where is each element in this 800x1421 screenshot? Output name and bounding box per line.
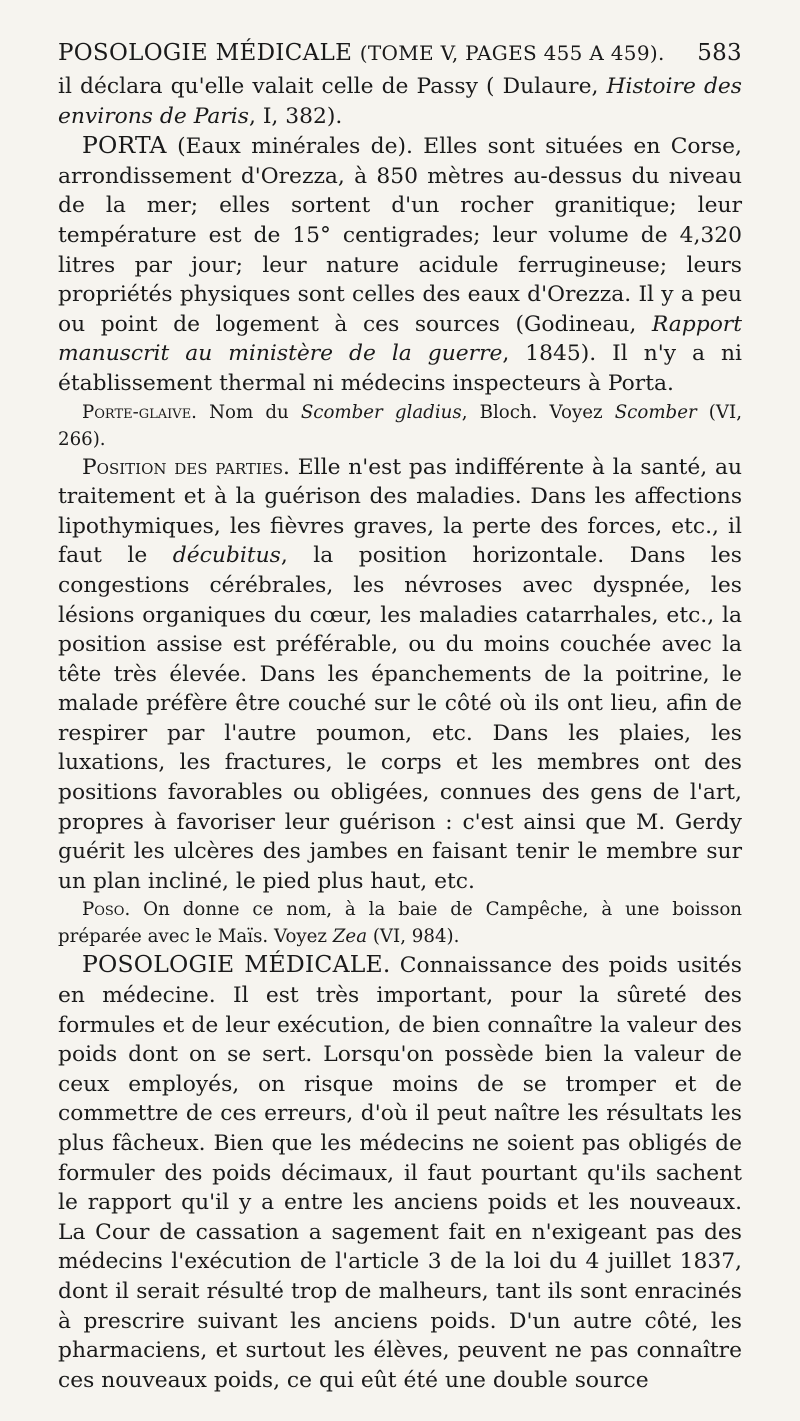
entry-porte-glaive-citation-2: Scomber	[614, 401, 697, 423]
entry-porte-glaive	[58, 399, 742, 453]
entry-position-text-1: Elle n'est pas indifférente à la santé, au traitement et à la guérison des maladies. Dans les affections lipothymiques, les fièvres graves, la perte des forces, etc., il faut le	[58, 454, 742, 569]
header-volume-reference: (TOME V, PAGES 455 A 459).	[359, 41, 665, 65]
entry-porte-glaive-text-1: Nom du	[196, 401, 301, 423]
entry-poso	[58, 896, 742, 950]
continuation-citation: Histoire des environs de Paris	[58, 74, 742, 129]
entry-porta-citation: Rapport manuscrit au ministère de la guerre	[58, 311, 742, 367]
entry-poso-text-2: (VI, 984).	[367, 926, 460, 948]
entry-poso-headword: Poso.	[82, 899, 131, 921]
entry-poso-citation: Zea	[332, 926, 368, 948]
entry-position-headword: Position des parties.	[82, 454, 290, 480]
entry-posologie	[58, 950, 742, 1395]
entry-porte-glaive-headword: Porte-glaive.	[82, 401, 197, 423]
entry-posologie-text: Connaissance des poids usités en médecine. Il est très important, pour la sûreté des formules et de leur exécution, de bien connaître la valeur des poids dont on se sert. Lorsqu'on possède bien la valeur de ceux employés, on risque moins de se tromper et de commettre de ces erreurs, d'où il peut naître les résultats les plus fâcheux. Bien que les médecins ne soient pas obligés de formuler des poids décimaux, il faut pourtant qu'ils sachent le rapport qu'il y a entre les anciens poids et les nouveaux. La Cour de cassation a sagement fait en n'exigeant pas des médecins l'exécution de l'article 3 de la loi du 4 juillet 1837, dont il serait résulté trop de malheurs, tant ils sont enracinés à prescrire suivant les anciens poids. D'un autre côté, les pharmaciens, et surtout les élèves, peuvent ne pas connaître ces nouveaux poids, ce qui eût été une double source	[58, 953, 742, 1393]
entry-position-text-2: , la position horizontale. Dans les congestions cérébrales, les névroses avec dyspnée, les lésions organiques du cœur, les maladies catarrhales, etc., la position assise est préférable, ou du moins couchée avec la tête très élevée. Dans les épanchements de la poitrine, le malade préfère être couché sur le côté où ils ont lieu, afin de respirer par l'autre poumon, etc. Dans les plaies, les luxations, les fractures, le corps et les membres ont des positions favorables ou obligées, connues des gens de l'art, propres à favoriser leur guérison : c'est ainsi que M. Gerdy guérit les ulcères des jambes en faisant tenir le membre sur un plan incliné, le pied plus haut, etc.	[58, 543, 742, 894]
running-header	[58, 40, 742, 66]
entry-porte-glaive-citation-1: Scomber gladius	[300, 401, 462, 423]
entry-porta-text-2: , 1845). Il n'y a ni établissement thermal ni médecins inspecteurs à Porta.	[58, 341, 742, 396]
entry-position	[58, 453, 742, 897]
continuation-text: il déclara qu'elle valait celle de Passy ( Dulaure,	[58, 74, 607, 99]
header-title: POSOLOGIE MÉDICALE	[58, 40, 353, 66]
entry-poso-text-1: On donne ce nom, à la baie de Campêche, à une boisson préparée avec le Maïs. Voyez	[58, 899, 742, 948]
entry-porta-headword: PORTA	[82, 131, 167, 160]
continuation-end: , I, 382).	[248, 103, 343, 129]
header-title-group	[58, 40, 665, 66]
paragraph-continuation	[58, 72, 742, 131]
entry-position-citation: décubitus	[172, 543, 281, 569]
page-number: 583	[697, 40, 742, 66]
body-text	[58, 72, 742, 1395]
entry-porta-text-1: (Eaux minérales de). Elles sont situées en Corse, arrondissement d'Orezza, à 850 mètres au-dessus du niveau de la mer; elles sortent d'un rocher granitique; leur température est de 15° centigrades; leur volume de 4,320 litres par jour; leur nature acidule ferrugineuse; leurs propriétés physiques sont celles des eaux d'Orezza. Il y a peu ou point de logement à ces sources (Godineau,	[58, 134, 742, 337]
entry-porte-glaive-text-3: (VI, 266).	[58, 401, 742, 450]
entry-porta	[58, 131, 742, 398]
entry-posologie-headword: POSOLOGIE MÉDICALE.	[82, 950, 391, 979]
entry-porte-glaive-text-2: , Bloch. Voyez	[461, 401, 615, 423]
